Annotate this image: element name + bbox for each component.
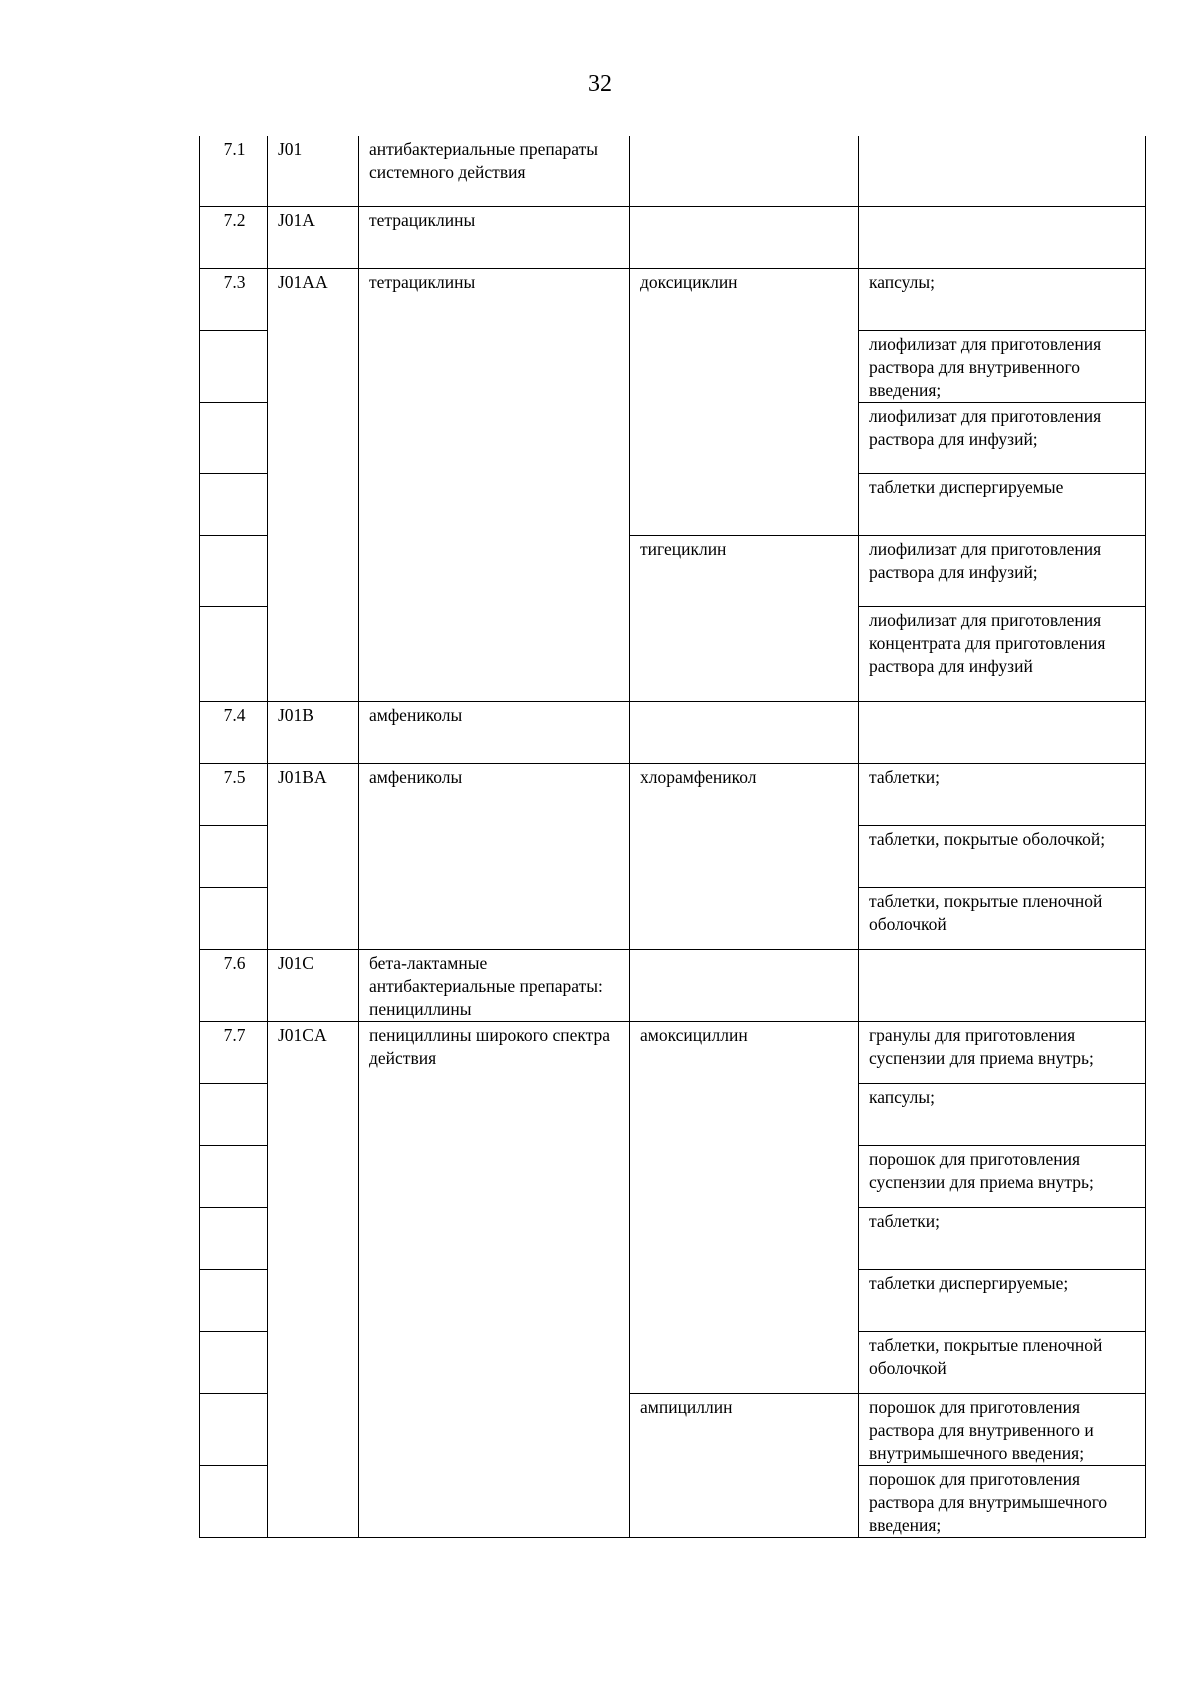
row-number: 7.1 (200, 136, 268, 206)
row-number (200, 825, 268, 887)
anatomical-therapeutic-group: амфениколы (359, 763, 630, 949)
dosage-form: таблетки, покрытые пленочной оболочкой (859, 887, 1146, 949)
page-number: 32 (588, 71, 612, 97)
drug-name (630, 949, 859, 1021)
dosage-form: лиофилизат для приготовления раствора для инфузий; (859, 535, 1146, 606)
drug-name: амоксициллин (630, 1021, 859, 1393)
dosage-form: лиофилизат для приготовления раствора для внутривенного введения; (859, 330, 1146, 402)
row-number (200, 1269, 268, 1331)
row-number: 7.7 (200, 1021, 268, 1083)
table-row (200, 206, 1146, 268)
row-number: 7.6 (200, 949, 268, 1021)
dosage-form: порошок для приготовления суспензии для приема внутрь; (859, 1145, 1146, 1207)
drug-name: тигециклин (630, 535, 859, 701)
atc-code: J01B (268, 701, 359, 763)
table-row (200, 1021, 1146, 1083)
row-number: 7.5 (200, 763, 268, 825)
dosage-form: таблетки диспергируемые (859, 473, 1146, 535)
row-number (200, 1465, 268, 1537)
atc-code: J01C (268, 949, 359, 1021)
row-number (200, 1331, 268, 1393)
dosage-form (859, 206, 1146, 268)
dosage-form (859, 136, 1146, 206)
table-row (200, 949, 1146, 1021)
dosage-form: таблетки; (859, 763, 1146, 825)
drug-table (199, 136, 1146, 1538)
row-number (200, 330, 268, 402)
dosage-form: таблетки, покрытые пленочной оболочкой (859, 1331, 1146, 1393)
dosage-form: лиофилизат для приготовления концентрата для приготовления раствора для инфузий (859, 606, 1146, 701)
atc-code: J01AA (268, 268, 359, 701)
dosage-form: капсулы; (859, 1083, 1146, 1145)
dosage-form: таблетки; (859, 1207, 1146, 1269)
row-number (200, 1083, 268, 1145)
anatomical-therapeutic-group: амфениколы (359, 701, 630, 763)
anatomical-therapeutic-group: антибактериальные препараты системного действия (359, 136, 630, 206)
row-number (200, 606, 268, 701)
drug-name (630, 701, 859, 763)
row-number: 7.3 (200, 268, 268, 330)
atc-code: J01CA (268, 1021, 359, 1537)
row-number (200, 535, 268, 606)
row-number (200, 473, 268, 535)
table-row (200, 268, 1146, 330)
anatomical-therapeutic-group: бета-лактамные антибактериальные препараты: пенициллины (359, 949, 630, 1021)
dosage-form: капсулы; (859, 268, 1146, 330)
anatomical-therapeutic-group: пенициллины широкого спектра действия (359, 1021, 630, 1537)
row-number: 7.4 (200, 701, 268, 763)
dosage-form: порошок для приготовления раствора для внутримышечного введения; (859, 1465, 1146, 1537)
row-number: 7.2 (200, 206, 268, 268)
atc-code: J01 (268, 136, 359, 206)
anatomical-therapeutic-group: тетрациклины (359, 206, 630, 268)
dosage-form: таблетки диспергируемые; (859, 1269, 1146, 1331)
dosage-form (859, 701, 1146, 763)
dosage-form: гранулы для приготовления суспензии для приема внутрь; (859, 1021, 1146, 1083)
row-number (200, 1145, 268, 1207)
row-number (200, 1393, 268, 1465)
row-number (200, 402, 268, 473)
dosage-form: лиофилизат для приготовления раствора для инфузий; (859, 402, 1146, 473)
drug-name: ампициллин (630, 1393, 859, 1537)
atc-code: J01A (268, 206, 359, 268)
row-number (200, 887, 268, 949)
dosage-form: порошок для приготовления раствора для внутривенного и внутримышечного введения; (859, 1393, 1146, 1465)
table-row (200, 701, 1146, 763)
drug-name (630, 136, 859, 206)
table-row (200, 763, 1146, 825)
dosage-form: таблетки, покрытые оболочкой; (859, 825, 1146, 887)
drug-name: хлорамфеникол (630, 763, 859, 949)
drug-name: доксициклин (630, 268, 859, 535)
dosage-form (859, 949, 1146, 1021)
anatomical-therapeutic-group: тетрациклины (359, 268, 630, 701)
row-number (200, 1207, 268, 1269)
drug-name (630, 206, 859, 268)
atc-code: J01BA (268, 763, 359, 949)
table-row (200, 136, 1146, 206)
